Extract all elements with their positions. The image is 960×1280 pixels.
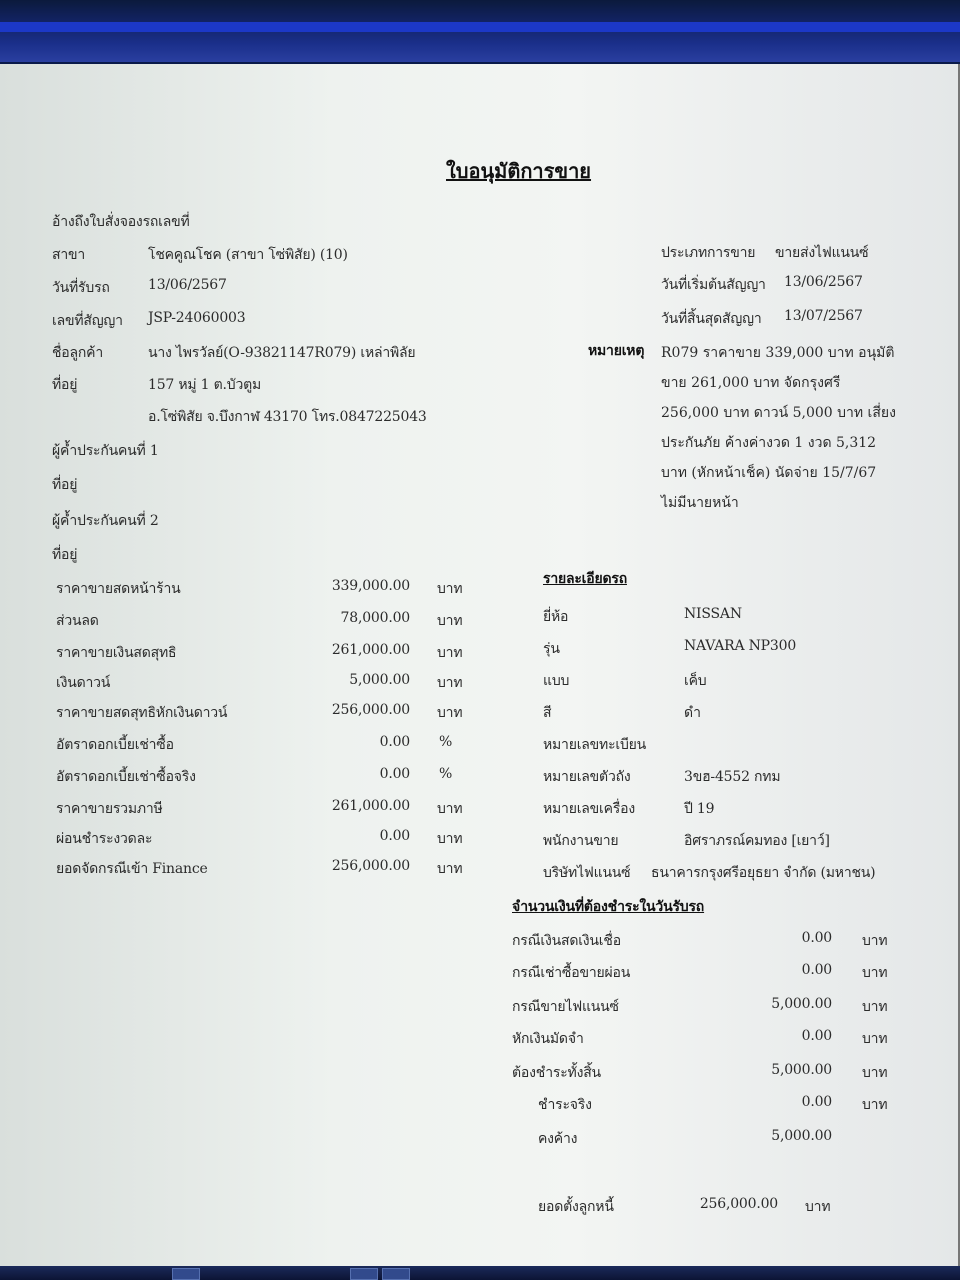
contract-start-label: วันที่เริ่มต้นสัญญา (661, 277, 766, 293)
customer-name-label: ชื่อลูกค้า (52, 345, 103, 361)
car-type-value: เค็บ (684, 673, 707, 689)
car-type-label: แบบ (543, 673, 570, 689)
car-color-label: สี (543, 705, 552, 721)
price-label-net-less-down: ราคาขายสดสุทธิหักเงินดาวน์ (56, 705, 228, 721)
sale-type-label: ประเภทการขาย (661, 245, 756, 261)
price-value-down: 5,000.00 (349, 672, 410, 688)
price-value-net: 261,000.00 (331, 642, 410, 658)
pay-label-total: ต้องชำระทั้งสิ้น (512, 1065, 601, 1081)
price-unit-percent: % (439, 734, 453, 750)
car-chassis-value: 3ขฮ-4552 กทม (684, 769, 781, 785)
car-engine-label: หมายเลขเครื่อง (543, 801, 635, 817)
price-label-finance: ยอดจัดกรณีเข้า Finance (56, 861, 208, 877)
price-value-interest: 0.00 (379, 734, 410, 750)
customer-name-value: นาง ไพรวัลย์(O-93821147R079) เหล่าพิลัย (148, 345, 416, 361)
car-chassis-label: หมายเลขตัวถัง (543, 769, 631, 785)
pay-value-hire-purchase: 0.00 (801, 962, 832, 978)
pay-label-finance: กรณีขายไฟแนนซ์ (512, 999, 619, 1015)
price-label-cash: ราคาขายสดหน้าร้าน (56, 581, 181, 597)
price-unit: บาท (437, 831, 463, 847)
guarantor1-label: ผู้ค้ำประกันคนที่ 1 (52, 443, 159, 459)
pay-unit: บาท (862, 1065, 888, 1081)
contract-start-value: 13/06/2567 (784, 274, 863, 290)
price-unit-percent: % (439, 766, 453, 782)
debt-label: ยอดตั้งลูกหนี้ (538, 1199, 614, 1215)
note-label: หมายเหตุ (588, 343, 645, 359)
price-unit: บาท (437, 705, 463, 721)
price-unit: บาท (437, 645, 463, 661)
price-label-installment: ผ่อนชำระงวดละ (56, 831, 153, 847)
remaining-label: คงค้าง (538, 1131, 578, 1147)
car-model-value: NAVARA NP300 (684, 638, 797, 654)
guarantor2-label: ผู้ค้ำประกันคนที่ 2 (52, 513, 159, 529)
contract-end-value: 13/07/2567 (784, 308, 863, 324)
car-model-label: รุ่น (543, 641, 560, 657)
pay-value-finance: 5,000.00 (771, 996, 832, 1012)
salesperson-label: พนักงานขาย (543, 833, 619, 849)
paid-value: 0.00 (801, 1094, 832, 1110)
price-unit: บาท (437, 675, 463, 691)
price-label-net: ราคาขายเงินสดสุทธิ (56, 645, 177, 661)
price-value-total-vat: 261,000.00 (331, 798, 410, 814)
car-engine-value: ปี 19 (684, 801, 715, 817)
pay-unit: บาท (862, 965, 888, 981)
window-title-bar (0, 22, 960, 32)
monitor-top-bezel (0, 0, 960, 62)
price-value-discount: 78,000.00 (340, 610, 410, 626)
price-unit: บาท (437, 861, 463, 877)
pay-unit: บาท (862, 933, 888, 949)
car-brand-label: ยี่ห้อ (543, 609, 569, 625)
price-value-cash: 339,000.00 (331, 578, 410, 594)
price-unit: บาท (437, 581, 463, 597)
car-plate-label: หมายเลขทะเบียน (543, 737, 647, 753)
car-details-title: รายละเอียดรถ (543, 571, 627, 587)
receive-date-value: 13/06/2567 (148, 277, 227, 293)
pay-value-deposit: 0.00 (801, 1028, 832, 1044)
branch-label: สาขา (52, 247, 86, 263)
salesperson-value: อิศราภรณ์คมทอง [เยาว์] (684, 833, 830, 849)
pay-value-total: 5,000.00 (771, 1062, 832, 1078)
taskbar-button[interactable] (172, 1268, 200, 1280)
price-value-net-less-down: 256,000.00 (331, 702, 410, 718)
price-unit: บาท (437, 613, 463, 629)
address-line1: 157 หมู่ 1 ต.บัวตูม (148, 377, 262, 393)
paid-label: ชำระจริง (538, 1097, 592, 1113)
sale-type-value: ขายส่งไฟแนนซ์ (775, 245, 869, 261)
debt-unit: บาท (805, 1199, 831, 1215)
price-label-real-interest: อัตราดอกเบี้ยเช่าซื้อจริง (56, 769, 196, 785)
guarantor1-address-label: ที่อยู่ (52, 477, 78, 493)
reference-label: อ้างถึงใบสั่งจองรถเลขที่ (52, 214, 190, 230)
price-value-installment: 0.00 (379, 828, 410, 844)
pay-unit: บาท (862, 999, 888, 1015)
debt-value: 256,000.00 (699, 1196, 778, 1212)
contract-no-value: JSP-24060003 (148, 310, 246, 326)
pay-unit: บาท (862, 1031, 888, 1047)
taskbar (0, 1266, 960, 1280)
note-text: R079 ราคาขาย 339,000 บาท อนุมัติขาย 261,000 บาท จัดกรุงศรี 256,000 บาท ดาวน์ 5,000 บาท เสี่ยงประกันภัย ค้างค่างวด 1 งวด 5,312 บาท (หักหน้าเช็ค) นัดจ่าย 15/7/67 ไม่มีนายหน้า (661, 345, 896, 511)
payment-title: จำนวนเงินที่ต้องชำระในวันรับรถ (512, 899, 705, 915)
branch-value: โชคคูณโชค (สาขา โซ่พิสัย) (10) (148, 247, 348, 263)
pay-value-cash: 0.00 (801, 930, 832, 946)
price-value-finance: 256,000.00 (331, 858, 410, 874)
price-label-down: เงินดาวน์ (56, 675, 111, 691)
price-label-interest: อัตราดอกเบี้ยเช่าซื้อ (56, 737, 174, 753)
pay-label-cash: กรณีเงินสดเงินเชื่อ (512, 933, 621, 949)
contract-no-label: เลขที่สัญญา (52, 313, 123, 329)
finance-company-value: ธนาคารกรุงศรีอยุธยา จำกัด (มหาชน) (651, 865, 876, 881)
receive-date-label: วันที่รับรถ (52, 280, 110, 296)
price-unit: บาท (437, 801, 463, 817)
taskbar-button[interactable] (350, 1268, 378, 1280)
page-title: ใบอนุมัติการขาย (446, 159, 592, 183)
pay-label-deposit: หักเงินมัดจำ (512, 1031, 584, 1047)
guarantor2-address-label: ที่อยู่ (52, 547, 78, 563)
address-label: ที่อยู่ (52, 377, 78, 393)
taskbar-button[interactable] (382, 1268, 410, 1280)
price-label-total-vat: ราคาขายรวมภาษี (56, 801, 163, 817)
car-color-value: ดำ (684, 705, 701, 721)
address-line2: อ.โซ่พิสัย จ.บึงกาฬ 43170 โทร.0847225043 (148, 409, 427, 425)
contract-end-label: วันที่สิ้นสุดสัญญา (661, 311, 762, 327)
finance-company-label: บริษัทไฟแนนซ์ (543, 865, 631, 881)
remaining-value: 5,000.00 (771, 1128, 832, 1144)
document-page (0, 64, 960, 1270)
pay-label-hire-purchase: กรณีเช่าซื้อขายผ่อน (512, 965, 631, 981)
car-brand-value: NISSAN (684, 606, 742, 622)
paid-unit: บาท (862, 1097, 888, 1113)
price-value-real-interest: 0.00 (379, 766, 410, 782)
price-label-discount: ส่วนลด (56, 613, 99, 629)
